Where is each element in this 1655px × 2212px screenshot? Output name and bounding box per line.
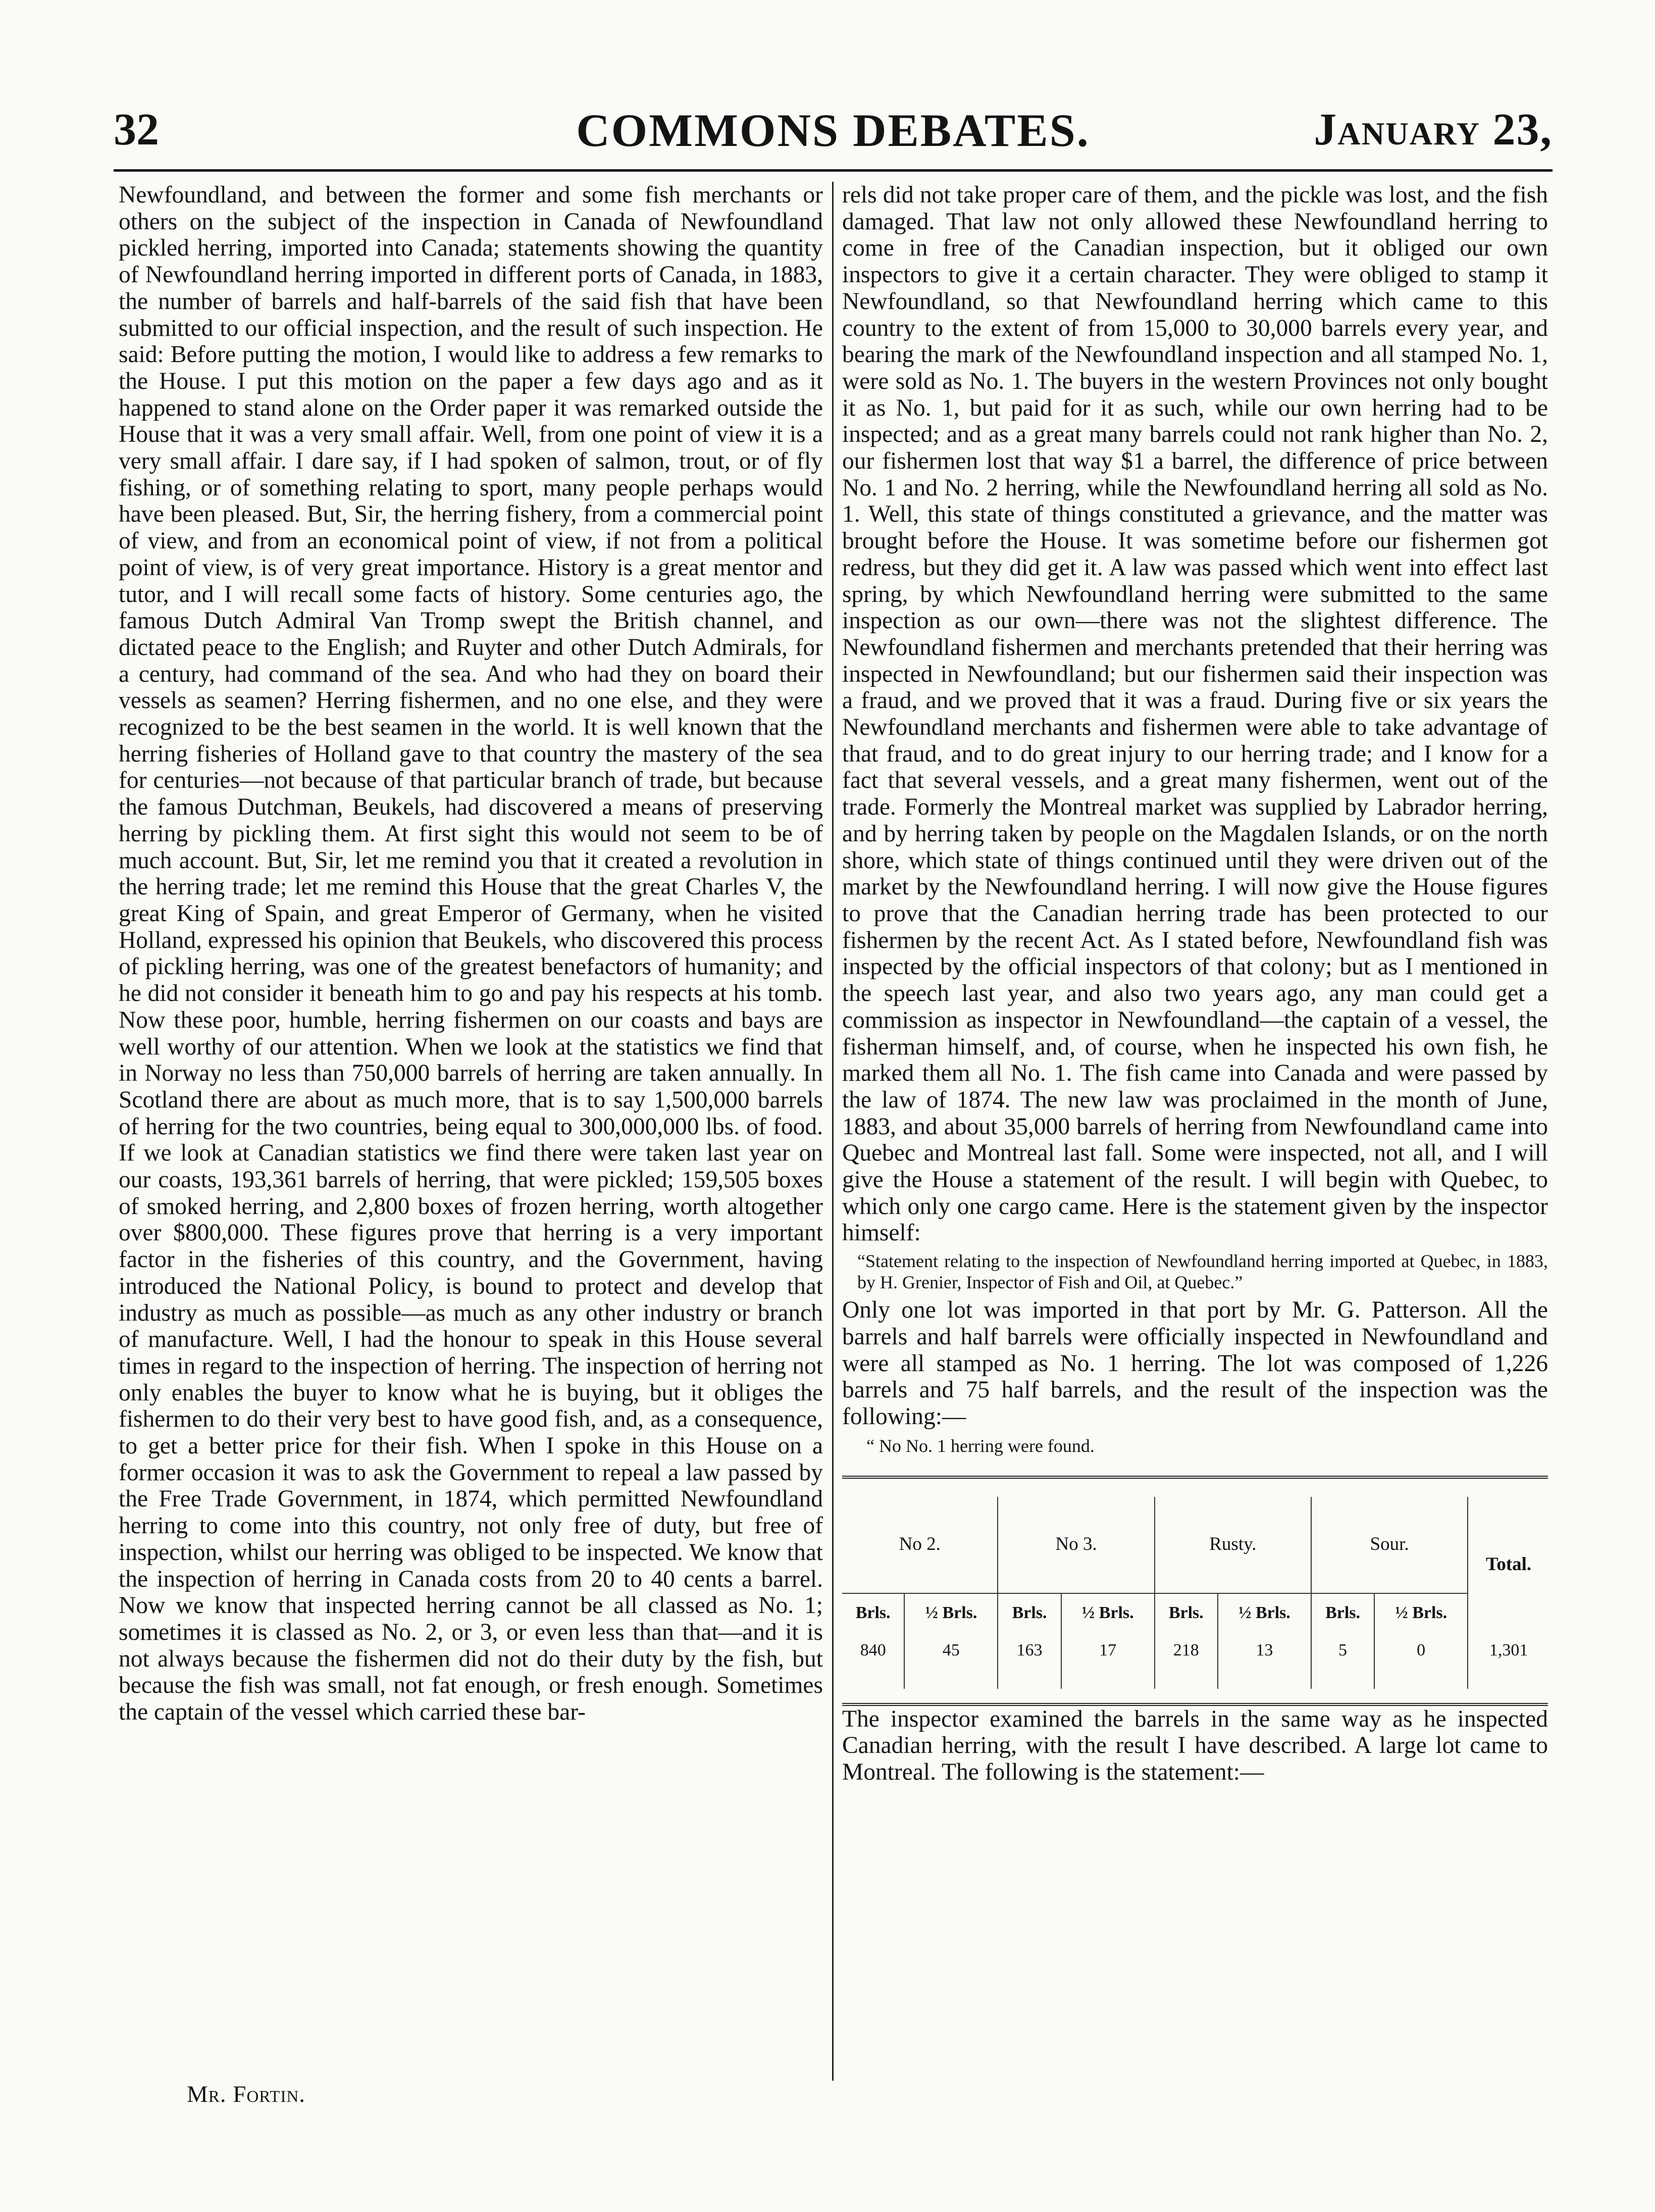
inspection-table xyxy=(842,1497,1549,1689)
right-column xyxy=(842,182,1548,1786)
group-header-total: Total. xyxy=(1468,1497,1549,1633)
table-value-cell: 840 xyxy=(860,1641,886,1660)
table-value-row xyxy=(842,1633,1549,1689)
table-unit-cell: Brls. xyxy=(1311,1593,1374,1633)
page-header xyxy=(114,104,1553,159)
header-date: January 23, xyxy=(1314,105,1553,155)
table-unit-cell: ½ Brls. xyxy=(1061,1593,1155,1633)
table-unit-cell: Brls. xyxy=(842,1593,904,1633)
page-number: 32 xyxy=(114,105,159,155)
table-group-header-row xyxy=(842,1497,1549,1593)
table-unit-cell: ½ Brls. xyxy=(904,1593,998,1633)
speaker-signature: Mr. Fortin. xyxy=(187,2081,306,2107)
table-value-cell: 17 xyxy=(1061,1633,1155,1689)
table-value-cell: 45 xyxy=(904,1633,998,1689)
header-rule xyxy=(114,169,1553,172)
right-paragraph-3: The inspector examined the barrels in the same way as he inspected Canadian herring, with the result I have described. A large lot came to Montreal. The following is the statement:— xyxy=(842,1705,1548,1786)
table-value-cell: 13 xyxy=(1218,1633,1311,1689)
publication-title: COMMONS DEBATES. xyxy=(576,105,1090,156)
table-total-cell: 1,301 xyxy=(1468,1633,1549,1689)
group-header-no2: No 2. xyxy=(899,1534,941,1555)
group-header-rusty: Rusty. xyxy=(1155,1497,1311,1593)
inspection-result-quote: “ No No. 1 herring were found. xyxy=(866,1435,1095,1456)
right-paragraph-1: rels did not take proper care of them, and the pickle was lost, and the fish damaged. That law not only allowed these Newfoundland herring to come in free of the Canadian inspection, but it obliged our own inspectors to give it a certain character. They were obliged to stamp it Newfoundland, so that Newfoundland herring which came to this country to the extent of from 15,000 to 30,000 barrels every year, and bearing the mark of the Newfoundland inspection and all stamped No. 1, were sold as No. 1. The buyers in the western Provinces not only bought it as No. 1, but paid for it as such, while our own herring had to be inspected; and as a great many barrels could not rank higher than No. 2, our fishermen lost that way $1 a barrel, the difference of price between No. 1 and No. 2 herring, while the Newfoundland herring all sold as No. 1. Well, this state of things constituted a grievance, and the matter was brought before the House. It was sometime before our fishermen got redress, but they did get it. A law was passed which went into effect last spring, by which Newfoundland herring were submitted to the same inspection as our own—there was not the slightest difference. The Newfoundland fishermen and merchants pretended that their herring was inspected in Newfoundland; but our fishermen said their inspection was a fraud, and we proved that it was a fraud. During five or six years the Newfoundland merchants and fishermen were able to take advantage of that fraud, and to do great injury to our herring trade; and I know for a fact that several vessels, and a great many fishermen, went out of the trade. Formerly the Montreal market was supplied by Labrador herring, and by herring taken by people on the Magdalen Islands, or on the north shore, which state of things continued until they were driven out of the market by the Newfoundland herring. I will now give the House figures to prove that the Canadian herring trade has been protected to our fishermen by the recent Act. As I stated before, Newfoundland fish was inspected by the official inspectors of that colony; but as I mentioned in the speech last year, and also two years ago, any man could get a commission as inspector in Newfoundland—the captain of a vessel, the fisherman himself, and, of course, when he inspected his own fish, he marked them all No. 1. The fish came into Canada and were passed by the law of 1874. The new law was proclaimed in the month of June, 1883, and about 35,000 barrels of herring from Newfoundland came into Quebec and Montreal last fall. Some were inspected, not all, and I will give the House a statement of the result. I will begin with Quebec, to which only one cargo came. Here is the statement given by the inspector himself: xyxy=(842,182,1548,1246)
table-unit-cell: ½ Brls. xyxy=(1218,1593,1311,1633)
table-unit-cell: ½ Brls. xyxy=(1374,1593,1468,1633)
right-paragraph-2: Only one lot was imported in that port by Mr. G. Patterson. All the barrels and half barrels were officially inspected in Newfoundland and were all stamped as No. 1 herring. The lot was composed of 1,226 barrels and 75 half barrels, and the result of the inspection was the following:— xyxy=(842,1297,1548,1430)
table-unit-cell: Brls. xyxy=(998,1593,1061,1633)
table-unit-row xyxy=(842,1593,1549,1633)
group-header-sour: Sour. xyxy=(1311,1497,1468,1593)
statement-heading-quote: “Statement relating to the inspection of Newfoundland herring imported at Quebec, in 1883, by H. Grenier, Inspector of Fish and Oil, at Quebec.” xyxy=(857,1251,1548,1293)
column-divider xyxy=(832,182,834,2081)
group-header-no3: No 3. xyxy=(998,1497,1154,1593)
left-paragraph: Newfoundland, and between the former and some fish merchants or others on the subject of the inspection in Canada of Newfoundland pickled herring, imported into Canada; statements showing the quantity of Newfoundland herring imported in different ports of Canada, in 1883, the number of barrels and half-barrels of the said fish that have been submitted to our official inspection, and the result of such inspection. He said: Before putting the motion, I would like to address a few remarks to the House. I put this motion on the paper a few days ago and as it happened to stand alone on the Order paper it was remarked outside the House that it was a very small affair. Well, from one point of view it is a very small affair. I dare say, if I had spoken of salmon, trout, or of fly fishing, or of something relating to sport, many people perhaps would have been pleased. But, Sir, the herring fishery, from a commercial point of view, and from an economical point of view, if not from a political point of view, is of very great importance. History is a great mentor and tutor, and I will recall some facts of history. Some centuries ago, the famous Dutch Admiral Van Tromp swept the British channel, and dictated peace to the English; and Ruyter and other Dutch Admirals, for a century, had command of the sea. And who had they on board their vessels as seamen? Herring fishermen, and no one else, and they were recognized to be the best seamen in the world. It is well known that the herring fisheries of Holland gave to that country the mastery of the sea for centuries—not because of that particular branch of trade, but because the famous Dutchman, Beukels, had discovered a means of preserving herring by pickling them. At first sight this would not seem to be of much account. But, Sir, let me remind you that it created a revolution in the herring trade; let me remind this House that the great Charles V, the great King of Spain, and great Emperor of Germany, when he visited Holland, expressed his opinion that Beukels, who discovered this process of pickling herring, was one of the greatest benefactors of humanity; and he did not consider it beneath him to go and pay his respects at his tomb. Now these poor, humble, herring fishermen on our coasts and bays are well worthy of our attention. When we look at the statistics we find that in Norway no less than 750,000 barrels of herring are taken annually. In Scotland there are about as much more, that is to say 1,500,000 barrels of herring for the two countries, being equal to 300,000,000 lbs. of food. If we look at Canadian statistics we find there were taken last year on our coasts, 193,361 barrels of herring, that were pickled; 159,505 boxes of smoked herring, and 2,800 boxes of frozen herring, worth altogether over $800,000. These figures prove that herring is a very important factor in the fisheries of this country, and the Government, having introduced the National Policy, is bound to protect and develop that industry as much as possible—as much as any other industry or branch of manufacture. Well, I had the honour to speak in this House several times in regard to the inspection of herring. The inspection of herring not only enables the buyer to know what he is buying, but it obliges the fishermen to do their very best to have good fish, and, as a consequence, to get a better price for their fish. When I spoke in this House on a former occasion it was to ask the Government to repeal a law passed by the Free Trade Government, in 1874, which permitted Newfoundland herring to come into this country, not only free of duty, but free of inspection, whilst our herring was obliged to be inspected. We know that the inspection of herring in Canada costs from 20 to 40 cents a barrel. Now we know that inspected herring cannot be all classed as No. 1; sometimes it is classed as No. 2, or 3, or even less than that—and it is not always because the fishermen did not do their duty by the fish, but because the fish was small, not fat enough, or fresh enough. Sometimes the captain of the vessel which carried these bar- xyxy=(119,182,823,1726)
left-column xyxy=(119,182,823,1726)
table-value-cell: 5 xyxy=(1311,1633,1374,1689)
table-value-cell: 163 xyxy=(998,1633,1061,1689)
inspection-table-box xyxy=(842,1476,1548,1706)
table-value-cell: 218 xyxy=(1155,1633,1218,1689)
table-unit-cell: Brls. xyxy=(1155,1593,1218,1633)
table-value-cell: 0 xyxy=(1374,1633,1468,1689)
